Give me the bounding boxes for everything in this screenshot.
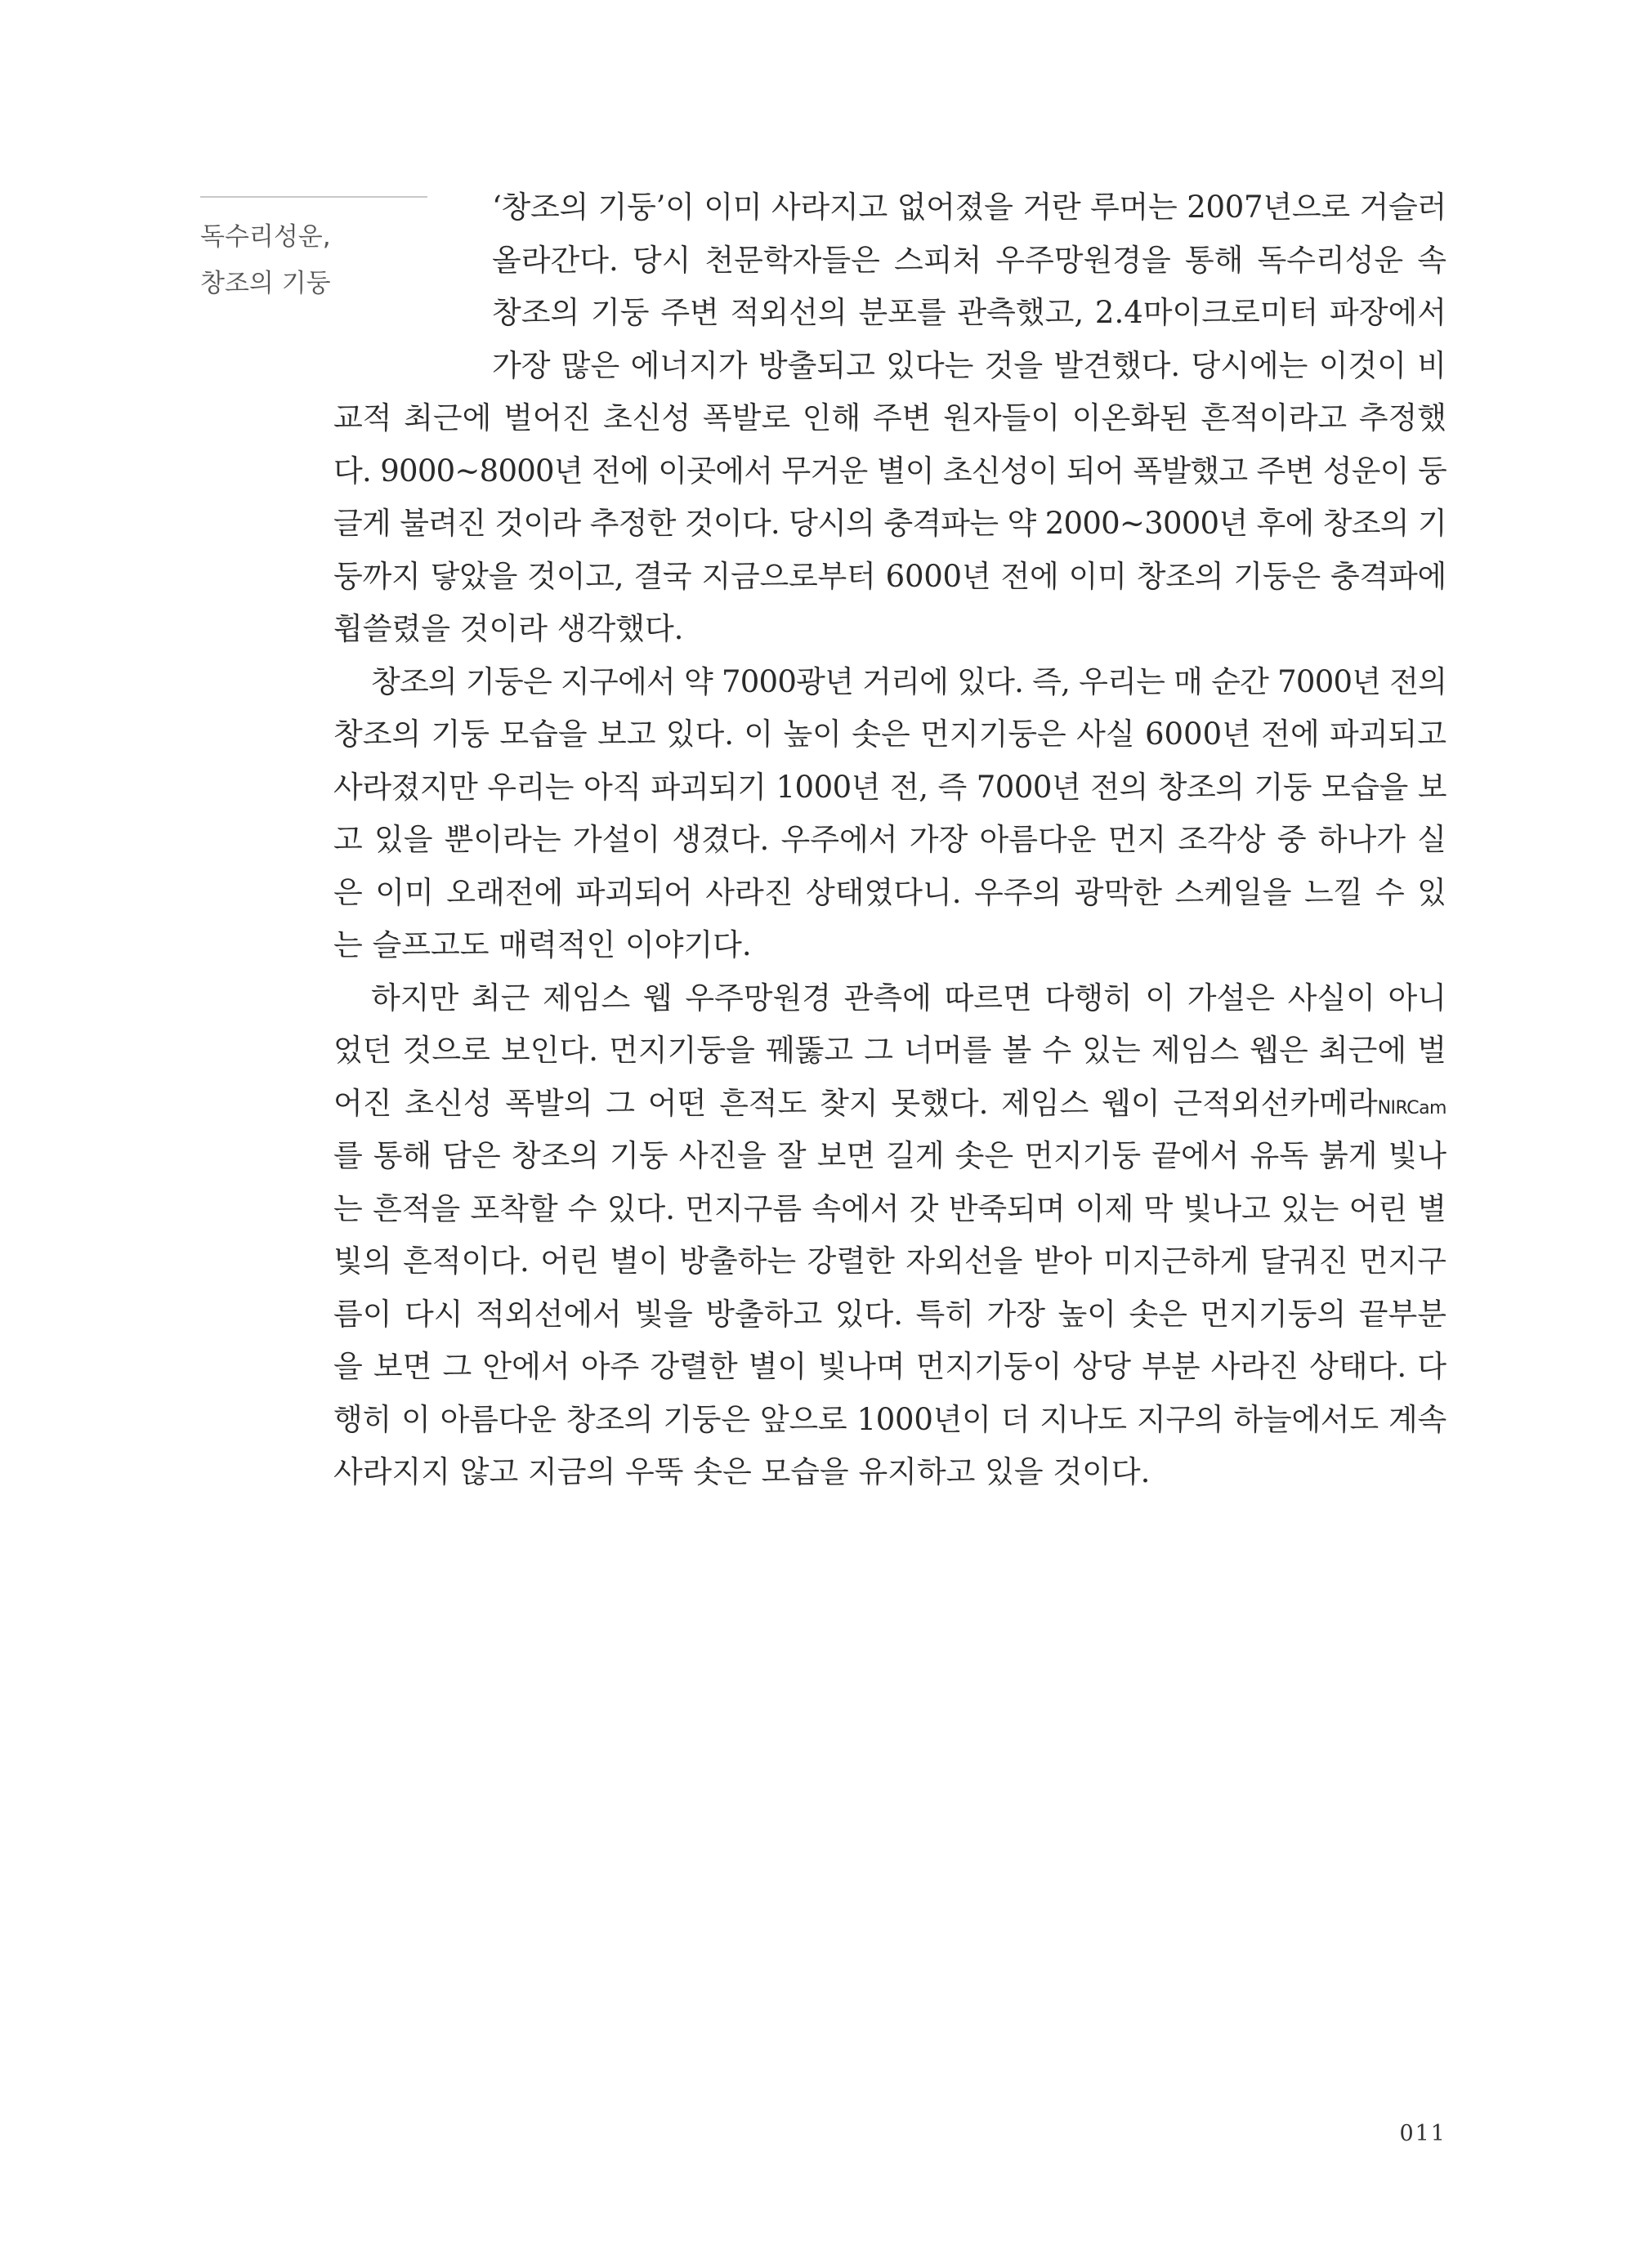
page-number: 011 [1399, 2121, 1446, 2146]
text-line: 글게 불려진 것이라 추정한 것이다. 당시의 충격파는 약 2000~3000년 후에 창조의 기 [333, 506, 1446, 541]
text-line: 고 있을 뿐이라는 가설이 생겼다. 우주에서 가장 아름다운 먼지 조각상 중 하나가 실 [333, 822, 1446, 857]
text-line: 올라간다. 당시 천문학자들은 스피처 우주망원경을 통해 독수리성운 속 [492, 242, 1446, 278]
text-line: 교적 최근에 벌어진 초신성 폭발로 인해 주변 원자들이 이온화된 흔적이라고 추정했 [333, 400, 1446, 435]
paragraph-1 [333, 181, 1446, 656]
text-line: 사라졌지만 우리는 아직 파괴되기 1000년 전, 즉 7000년 전의 창조의 기둥 모습을 보 [333, 769, 1446, 805]
text-line: 휩쓸렸을 것이라 생각했다. [333, 611, 684, 646]
text-line-with-tag [333, 1078, 1446, 1131]
paragraph-3 [333, 972, 1446, 1499]
text-line: ‘창조의 기둥’이 이미 사라지고 없어졌을 거란 루머는 2007년으로 거슬러 [492, 190, 1446, 225]
side-note-line-2: 창조의 기둥 [200, 269, 331, 298]
text-line: 었던 것으로 보인다. 먼지기둥을 꿰뚫고 그 너머를 볼 수 있는 제임스 웹은 최근에 벌 [333, 1033, 1446, 1068]
text-line: 빛의 흔적이다. 어린 별이 방출하는 강렬한 자외선을 받아 미지근하게 달궈진 먼지구 [333, 1243, 1446, 1279]
text-line: 은 이미 오래전에 파괴되어 사라진 상태였다니. 우주의 광막한 스케일을 느낄 수 있 [333, 874, 1446, 910]
text-line: 다. 9000~8000년 전에 이곳에서 무거운 별이 초신성이 되어 폭발했고 주변 성운이 둥 [333, 453, 1446, 489]
text-line: 창조의 기둥은 지구에서 약 7000광년 거리에 있다. 즉, 우리는 매 순간 7000년 전의 [371, 663, 1447, 699]
text-line: 름이 다시 적외선에서 빛을 방출하고 있다. 특히 가장 높이 솟은 먼지기둥의 끝부분 [333, 1296, 1446, 1332]
text-line: 창조의 기둥 주변 적외선의 분포를 관측했고, 2.4마이크로미터 파장에서 [492, 295, 1446, 330]
text-line: 하지만 최근 제임스 웹 우주망원경 관측에 따르면 다행히 이 가설은 사실이 아니 [371, 980, 1446, 1016]
text-line: 는 흔적을 포착할 수 있다. 먼지구름 속에서 갓 반죽되며 이제 막 빛나고 있는 어린 별 [333, 1190, 1446, 1226]
text-line: 둥까지 닿았을 것이고, 결국 지금으로부터 6000년 전에 이미 창조의 기둥은 충격파에 [333, 558, 1446, 594]
paragraph-2 [333, 656, 1446, 972]
nircam-tag: NIRCam [1377, 1097, 1446, 1118]
text-line: 을 보면 그 안에서 아주 강렬한 별이 빛나며 먼지기둥이 상당 부분 사라진 상태다. 다 [333, 1349, 1446, 1384]
text-line: 사라지지 않고 지금의 우뚝 솟은 모습을 유지하고 있을 것이다. [333, 1454, 1151, 1489]
text-line: 는 슬프고도 매력적인 이야기다. [333, 927, 752, 962]
text-line: 행히 이 아름다운 창조의 기둥은 앞으로 1000년이 더 지나도 지구의 하늘에서도 계속 [333, 1401, 1446, 1437]
text-line: 가장 많은 에너지가 방출되고 있다는 것을 발견했다. 당시에는 이것이 비 [492, 347, 1446, 383]
text-line: 를 통해 담은 창조의 기둥 사진을 잘 보면 길게 솟은 먼지기둥 끝에서 유독 붉게 빛나 [333, 1138, 1446, 1173]
side-note-line-1: 독수리성운, [200, 222, 331, 252]
text-line: 창조의 기둥 모습을 보고 있다. 이 높이 솟은 먼지기둥은 사실 6000년 전에 파괴되고 [333, 717, 1446, 752]
text-segment: 어진 초신성 폭발의 그 어떤 흔적도 찾지 못했다. 제임스 웹이 근적외선카메라 [333, 1085, 1378, 1121]
body-text [333, 181, 1446, 1499]
